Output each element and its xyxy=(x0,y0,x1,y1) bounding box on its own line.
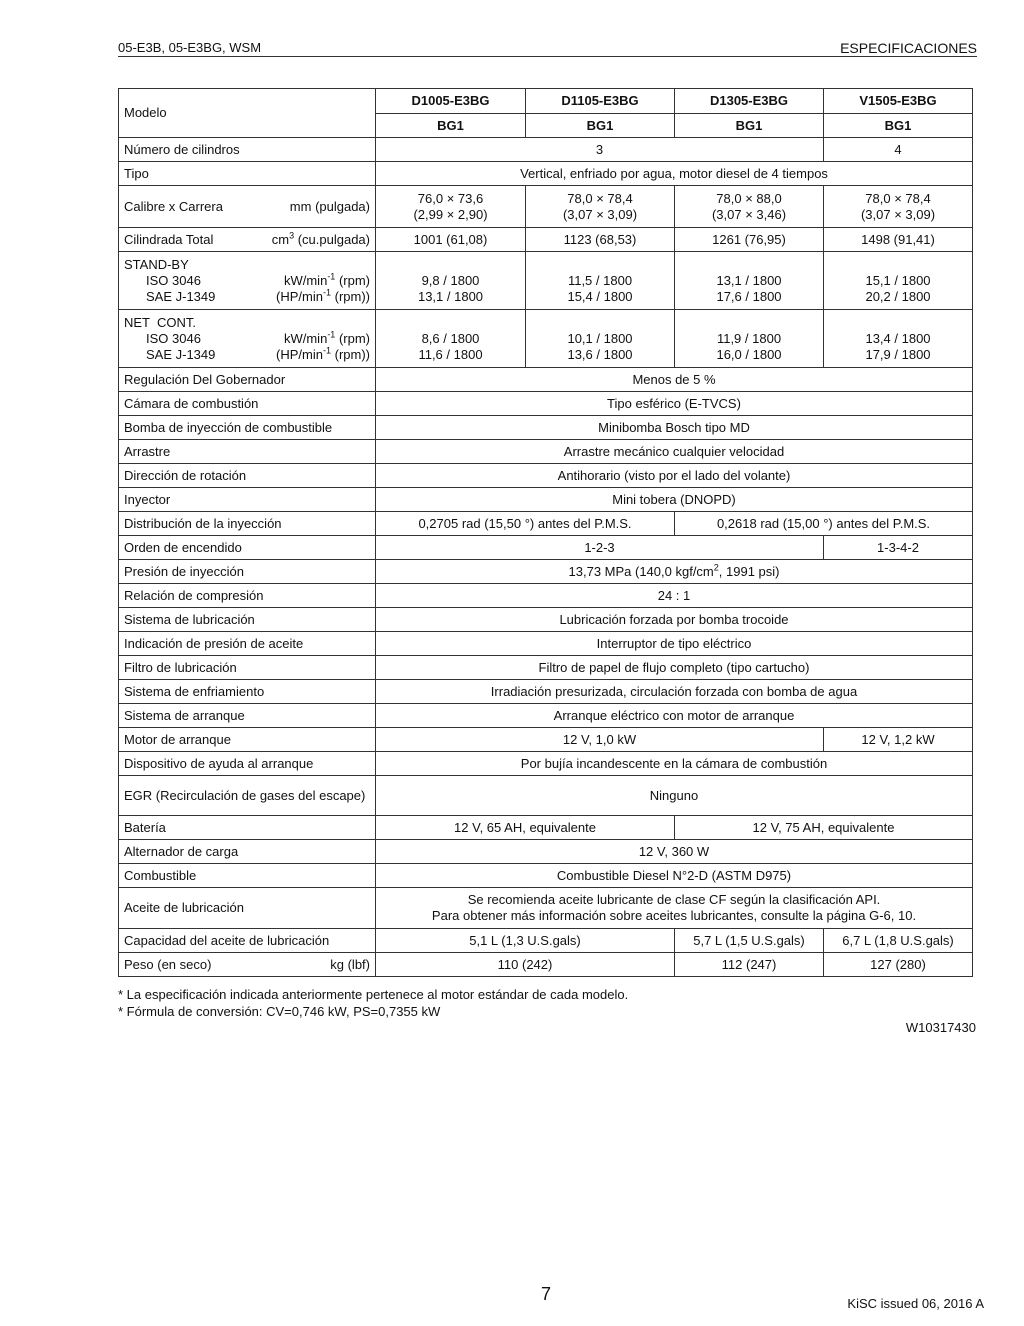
cell: Combustible Diesel N°2-D (ASTM D975) xyxy=(376,864,973,888)
model-name: D1305-E3BG xyxy=(675,89,824,114)
cell: 0,2618 rad (15,00 °) antes del P.M.S. xyxy=(675,512,973,536)
cell: 12 V, 75 AH, equivalente xyxy=(675,816,973,840)
cell: 13,73 MPa (140,0 kgf/$cm^2$, 1991 psi) xyxy=(376,560,973,584)
cell: 5,7 L (1,5 U.S.gals) xyxy=(675,929,824,953)
row-label: Inyector xyxy=(119,488,376,512)
unit-text: ($HP/\min^{-1}$ (rpm)) xyxy=(276,345,370,362)
row-label: Filtro de lubricación xyxy=(119,656,376,680)
cell: 3 xyxy=(376,138,824,162)
row-label xyxy=(119,252,376,310)
cell-line: 76,0 × 73,6 xyxy=(417,190,484,206)
label-text: Cilindrada Total xyxy=(124,231,214,247)
cell: 1-3-4-2 xyxy=(824,536,973,560)
table-row xyxy=(119,608,973,632)
cell: 10,1 / 1800 13,6 / 1800 xyxy=(526,310,675,368)
cell: Vertical, enfriado por agua, motor diesel de 4 tiempos xyxy=(376,162,973,186)
row-label: Presión de inyección xyxy=(119,560,376,584)
cell xyxy=(526,186,675,228)
cell xyxy=(824,186,973,228)
cell: Menos de 5 % xyxy=(376,368,973,392)
table-row xyxy=(119,864,973,888)
row-label: Alternador de carga xyxy=(119,840,376,864)
label-text: ISO 3046 xyxy=(146,272,201,288)
table-row xyxy=(119,512,973,536)
cell: 4 xyxy=(824,138,973,162)
cell: 12 V, 1,2 kW xyxy=(824,728,973,752)
table-row xyxy=(119,953,973,977)
variant: BG1 xyxy=(824,114,973,138)
row-label: Indicación de presión de aceite xyxy=(119,632,376,656)
table-row xyxy=(119,560,973,584)
cell: 112 (247) xyxy=(675,953,824,977)
document-code: W10317430 xyxy=(905,1020,976,1035)
unit-text: $cm^3$ (cu.pulgada) xyxy=(271,230,370,247)
cell: Arranque eléctrico con motor de arranque xyxy=(376,704,973,728)
cell: 1001 (61,08) xyxy=(376,228,526,252)
cell: Tipo esférico (E-TVCS) xyxy=(376,392,973,416)
table-row xyxy=(119,536,973,560)
label-text: SAE J-1349 xyxy=(146,288,216,304)
table-row xyxy=(119,840,973,864)
table-row xyxy=(119,704,973,728)
footnote: * Fórmula de conversión: CV=0,746 kW, PS=0,7355 kW xyxy=(118,1004,441,1019)
row-label: Peso (en seco) kg (lbf) xyxy=(119,953,376,977)
cell: 6,7 L (1,8 U.S.gals) xyxy=(824,929,973,953)
cell: Antihorario (visto por el lado del volante) xyxy=(376,464,973,488)
row-label: Relación de compresión xyxy=(119,584,376,608)
cell: 11,5 / 1800 15,4 / 1800 xyxy=(526,252,675,310)
cell: Minibomba Bosch tipo MD xyxy=(376,416,973,440)
page-header xyxy=(118,40,977,57)
model-label: Modelo xyxy=(119,89,376,138)
cell: 8,6 / 1800 11,6 / 1800 xyxy=(376,310,526,368)
page-number: 7 xyxy=(541,1284,552,1304)
issue-info: KiSC issued 06, 2016 A xyxy=(847,1296,984,1311)
label-text: ISO 3046 xyxy=(146,330,201,346)
table-row xyxy=(119,656,973,680)
cell: Se recomienda aceite lubricante de clase CF según la clasificación API. Para obtener más información sobre aceites lubricantes, consulte la página G-6, 10. xyxy=(376,888,973,929)
cell: 11,9 / 1800 16,0 / 1800 xyxy=(675,310,824,368)
cell: 13,1 / 1800 17,6 / 1800 xyxy=(675,252,824,310)
cell-line: 78,0 × 78,4 xyxy=(865,190,931,206)
row-label: Tipo xyxy=(119,162,376,186)
row-label xyxy=(119,186,376,228)
row-label: Distribución de la inyección xyxy=(119,512,376,536)
footnotes xyxy=(118,986,628,1020)
cell: Mini tobera (DNOPD) xyxy=(376,488,973,512)
row-label: Capacidad del aceite de lubricación xyxy=(119,929,376,953)
cell: 15,1 / 1800 20,2 / 1800 xyxy=(824,252,973,310)
unit-text: $kW/\min^{-1}$ (rpm) xyxy=(283,271,370,288)
table-row xyxy=(119,228,973,252)
cell-line: (3,07 × 3,46) xyxy=(711,206,787,222)
row-label: Sistema de enfriamiento xyxy=(119,680,376,704)
cell-line: 78,0 × 78,4 xyxy=(567,190,633,206)
footnote: * La especificación indicada anteriormente pertenece al motor estándar de cada modelo. xyxy=(118,987,629,1002)
cell: 12 V, 360 W xyxy=(376,840,973,864)
variant: BG1 xyxy=(675,114,824,138)
cell-line: (3,07 × 3,09) xyxy=(860,206,936,222)
table-row xyxy=(119,464,973,488)
unit-text: ($HP/\min^{-1}$ (rpm)) xyxy=(276,287,370,304)
label-text: STAND-BY xyxy=(124,256,189,272)
cell: 1261 (76,95) xyxy=(675,228,824,252)
table-row xyxy=(119,816,973,840)
cell: 5,1 L (1,3 U.S.gals) xyxy=(376,929,675,953)
cell: Ninguno xyxy=(376,776,973,816)
table-row xyxy=(119,392,973,416)
row-label: Cámara de combustión xyxy=(119,392,376,416)
table-row xyxy=(119,728,973,752)
row-label: Bomba de inyección de combustible xyxy=(119,416,376,440)
model-name: D1005-E3BG xyxy=(376,89,526,114)
cell: 1123 (68,53) xyxy=(526,228,675,252)
cell: 1498 (91,41) xyxy=(824,228,973,252)
cell: Arrastre mecánico cualquier velocidad xyxy=(376,440,973,464)
cell xyxy=(376,186,526,228)
row-label: Número de cilindros xyxy=(119,138,376,162)
row-label: Regulación Del Gobernador xyxy=(119,368,376,392)
variant: BG1 xyxy=(526,114,675,138)
cell xyxy=(675,186,824,228)
table-row xyxy=(119,888,973,929)
table-row xyxy=(119,310,973,368)
cell: 1-2-3 xyxy=(376,536,824,560)
label-text: SAE J-1349 xyxy=(146,346,216,362)
row-label: Motor de arranque xyxy=(119,728,376,752)
model-name: V1505-E3BG xyxy=(824,89,973,114)
cell: 12 V, 1,0 kW xyxy=(376,728,824,752)
row-label: Orden de encendido xyxy=(119,536,376,560)
table-row xyxy=(119,138,973,162)
table-row xyxy=(119,488,973,512)
row-label: Dispositivo de ayuda al arranque xyxy=(119,752,376,776)
table-row xyxy=(119,162,973,186)
row-label: Batería xyxy=(119,816,376,840)
spec-table xyxy=(118,88,973,977)
cell: 110 (242) xyxy=(376,953,675,977)
row-label: Arrastre xyxy=(119,440,376,464)
cell: 127 (280) xyxy=(824,953,973,977)
model-row xyxy=(119,89,973,114)
label-text: Calibre x Carrera xyxy=(124,198,223,214)
row-label xyxy=(119,310,376,368)
cell: Por bujía incandescente en la cámara de combustión xyxy=(376,752,973,776)
table-row xyxy=(119,440,973,464)
table-row xyxy=(119,680,973,704)
row-label: Sistema de lubricación xyxy=(119,608,376,632)
table-row xyxy=(119,584,973,608)
section-title: ESPECIFICACIONES xyxy=(840,40,977,56)
row-label: Combustible xyxy=(119,864,376,888)
table-row xyxy=(119,929,973,953)
row-label: EGR (Recirculación de gases del escape) xyxy=(119,776,376,816)
variant: BG1 xyxy=(376,114,526,138)
cell: Irradiación presurizada, circulación forzada con bomba de agua xyxy=(376,680,973,704)
unit-text: mm (pulgada) xyxy=(289,198,370,214)
label-text: NET CONT. xyxy=(124,314,196,330)
model-name: D1105-E3BG xyxy=(526,89,675,114)
cell-line: (3,07 × 3,09) xyxy=(562,206,638,222)
table-row xyxy=(119,186,973,228)
unit-text: $kW/\min^{-1}$ (rpm) xyxy=(283,329,370,346)
cell: 0,2705 rad (15,50 °) antes del P.M.S. xyxy=(376,512,675,536)
cell: Interruptor de tipo eléctrico xyxy=(376,632,973,656)
row-label: Dirección de rotación xyxy=(119,464,376,488)
cell: 9,8 / 1800 13,1 / 1800 xyxy=(376,252,526,310)
table-row xyxy=(119,632,973,656)
cell-line: 78,0 × 88,0 xyxy=(716,190,782,206)
cell-line: (2,99 × 2,90) xyxy=(413,206,488,222)
cell: Filtro de papel de flujo completo (tipo cartucho) xyxy=(376,656,973,680)
cell: 24 : 1 xyxy=(376,584,973,608)
cell: Lubricación forzada por bomba trocoide xyxy=(376,608,973,632)
row-label xyxy=(119,228,376,252)
table-row xyxy=(119,752,973,776)
table-row xyxy=(119,252,973,310)
cell: 12 V, 65 AH, equivalente xyxy=(376,816,675,840)
table-row xyxy=(119,416,973,440)
row-label: Sistema de arranque xyxy=(119,704,376,728)
cell: 13,4 / 1800 17,9 / 1800 xyxy=(824,310,973,368)
table-row xyxy=(119,368,973,392)
manual-code: 05-E3B, 05-E3BG, WSM xyxy=(118,40,262,55)
table-row xyxy=(119,776,973,816)
row-label: Aceite de lubricación xyxy=(119,888,376,929)
